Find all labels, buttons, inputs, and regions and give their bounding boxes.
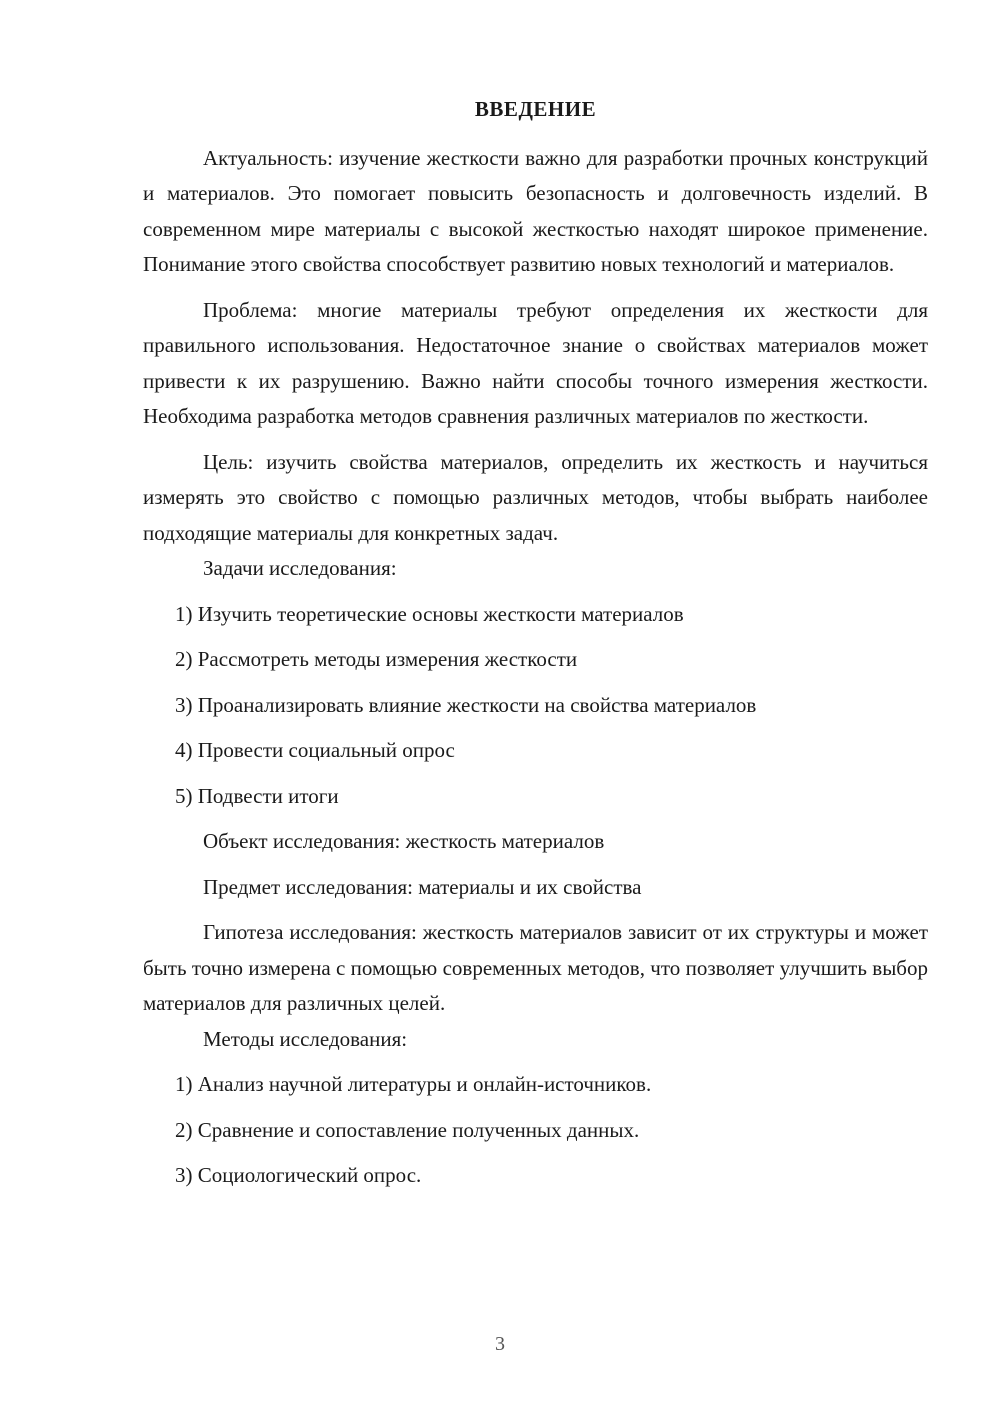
task-item: 3) Проанализировать влияние жесткости на свойства материалов xyxy=(175,692,757,717)
task-item: 2) Рассмотреть методы измерения жесткости xyxy=(175,647,578,671)
method-item: 3) Социологический опрос. xyxy=(175,1163,422,1187)
actuality-paragraph: Актуальность: изучение жесткости важно для разработки прочных конструкций и материалов. Это помогает повысить безопасность и долговечность изделий. В современном мире материалы с высокой жесткостью находят широкое применение. Понимание этого свойства способствует развитию новых технологий и материалов. xyxy=(143,145,928,276)
method-item: 2) Сравнение и сопоставление полученных данных. xyxy=(175,1117,640,1142)
method-item: 1) Анализ научной литературы и онлайн-источников. xyxy=(175,1072,652,1096)
methods-heading: Методы исследования: xyxy=(203,1026,408,1051)
document-page xyxy=(143,92,928,1194)
task-item: 1) Изучить теоретические основы жесткости материалов xyxy=(175,601,684,626)
object-line: Объект исследования: жесткость материалов xyxy=(203,829,605,853)
task-item: 5) Подвести итоги xyxy=(175,783,339,808)
tasks-heading: Задачи исследования: xyxy=(203,556,397,580)
problem-paragraph: Проблема: многие материалы требуют определения их жесткости для правильного использования. Недостаточное знание о свойствах материалов может привести к их разрушению. Важно найти способы точного измерения жесткости. Необходима разработка методов сравнения различных материалов по жесткости. xyxy=(143,297,928,428)
task-item: 4) Провести социальный опрос xyxy=(175,738,455,762)
hypothesis-paragraph: Гипотеза исследования: жесткость материалов зависит от их структуры и может быть точно измерена с помощью современных методов, что позволяет улучшить выбор материалов для различных целей. xyxy=(143,920,928,1015)
goal-paragraph: Цель: изучить свойства материалов, определить их жесткость и научиться измерять это свойство с помощью различных методов, чтобы выбрать наиболее подходящие материалы для конкретных задач. xyxy=(143,449,928,545)
section-title: ВВЕДЕНИЕ xyxy=(474,97,597,121)
subject-line: Предмет исследования: материалы и их свойства xyxy=(203,874,642,899)
page-number: 3 xyxy=(495,1333,505,1355)
